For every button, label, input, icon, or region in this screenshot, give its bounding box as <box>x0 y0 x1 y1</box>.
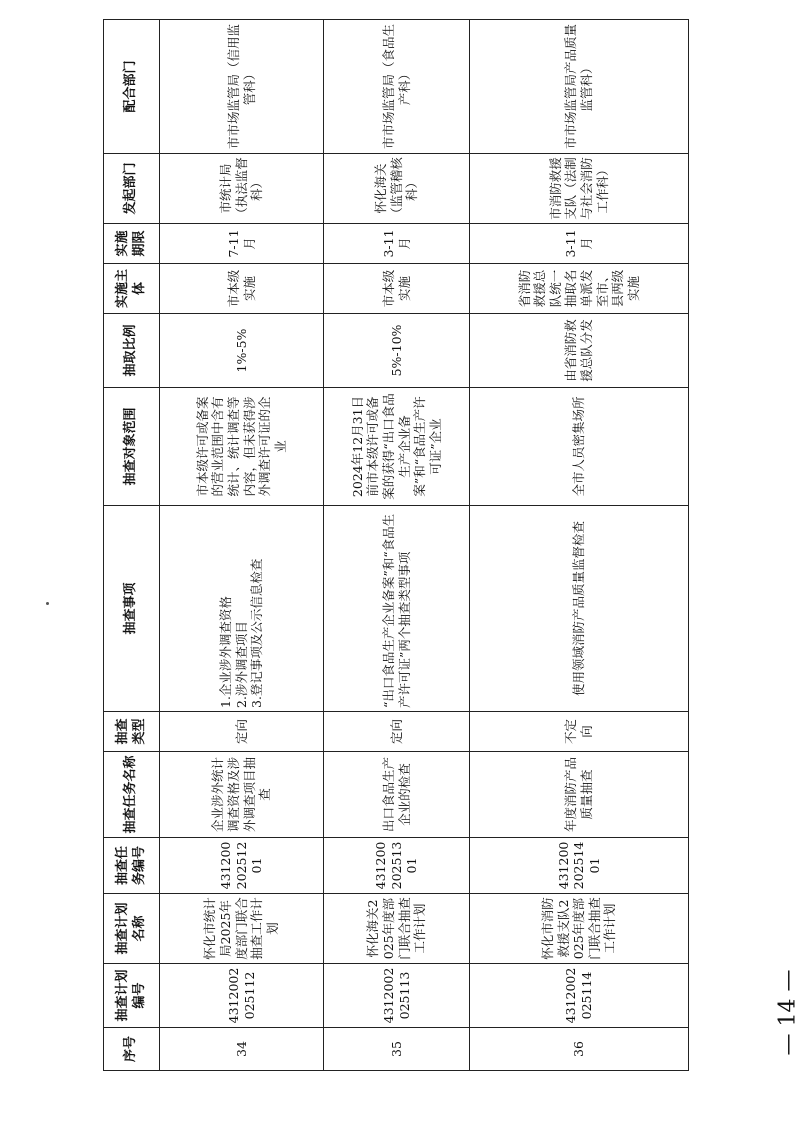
cell-task-no: 43120020251301 <box>324 838 470 894</box>
header-initiator: 发起部门 <box>104 154 160 224</box>
cell-ratio: 1%-5% <box>160 314 324 388</box>
table-row <box>324 20 470 1071</box>
cell-type: 定向 <box>160 712 324 752</box>
cell-seq: 35 <box>324 1028 470 1071</box>
header-seq: 序号 <box>104 1028 160 1071</box>
header-row <box>104 20 160 1071</box>
cell-initiator: 市统计局（执法监督科） <box>160 154 324 224</box>
cell-plan-no: 4312002025112 <box>160 964 324 1028</box>
scan-speck <box>46 602 49 605</box>
cell-plan-name: 怀化市消防救援支队2025年度部门联合抽查工作计划 <box>470 894 689 964</box>
cell-scope: 全市人员密集场所 <box>470 388 689 506</box>
header-task-no: 抽查任务编号 <box>104 838 160 894</box>
header-scope: 抽查对象范围 <box>104 388 160 506</box>
cell-initiator: 市消防救援支队（法制与社会消防工作科） <box>470 154 689 224</box>
cell-task-no: 43120020251401 <box>470 838 689 894</box>
table-row <box>160 20 324 1071</box>
spot-check-table <box>103 19 689 1071</box>
cell-scope: 市本级许可或备案的营业范围中含有统计、统计调查等内容，但未获得涉外调查许可证的企业 <box>160 388 324 506</box>
cell-plan-no: 4312002025114 <box>470 964 689 1028</box>
cell-items: 使用领域消防产品质量监督检查 <box>470 506 689 712</box>
cell-period: 3-11月 <box>470 224 689 264</box>
cell-plan-name: 怀化海关2025年度部门联合抽查工作计划 <box>324 894 470 964</box>
cell-period: 7-11月 <box>160 224 324 264</box>
cell-ratio: 由省消防救援总队分发 <box>470 314 689 388</box>
cell-initiator: 怀化海关（监管稽核科） <box>324 154 470 224</box>
cell-seq: 36 <box>470 1028 689 1071</box>
header-coop: 配合部门 <box>104 20 160 154</box>
cell-plan-no: 4312002025113 <box>324 964 470 1028</box>
cell-task-no: 43120020251201 <box>160 838 324 894</box>
header-plan-name: 抽查计划名称 <box>104 894 160 964</box>
header-items: 抽查事项 <box>104 506 160 712</box>
cell-coop: 市市场监管局产品质量监管科） <box>470 20 689 154</box>
cell-coop: 市市场监管局（食品生产科） <box>324 20 470 154</box>
cell-period: 3-11月 <box>324 224 470 264</box>
cell-coop: 市市场监管局（信用监管科） <box>160 20 324 154</box>
cell-scope: 2024年12月31日前市本级许可或备案的获得“出口食品生产企业备案”和“食品生产许可证”企业 <box>324 388 470 506</box>
cell-subject: 市本级实施 <box>324 264 470 314</box>
header-type: 抽查类型 <box>104 712 160 752</box>
cell-subject: 市本级实施 <box>160 264 324 314</box>
cell-items: 1.企业涉外调查资格 2.涉外调查项目 3.登记事项及公示信息检查 <box>160 506 324 712</box>
header-plan-no: 抽查计划编号 <box>104 964 160 1028</box>
cell-plan-name: 怀化市统计局2025年度部门联合抽查工作计划 <box>160 894 324 964</box>
cell-task-name: 企业涉外统计调查资格及涉外调查项目抽查 <box>160 752 324 838</box>
cell-subject: 省消防救援总队统一抽取名单派发至市、县两级实施 <box>470 264 689 314</box>
page-number: — 14 — <box>775 969 801 1056</box>
cell-items: “出口食品生产企业备案”和“食品生产许可证”两个抽查类型事项 <box>324 506 470 712</box>
cell-ratio: 5%-10% <box>324 314 470 388</box>
cell-type: 不定向 <box>470 712 689 752</box>
header-ratio: 抽取比例 <box>104 314 160 388</box>
cell-seq: 34 <box>160 1028 324 1071</box>
header-subject: 实施主体 <box>104 264 160 314</box>
cell-type: 定向 <box>324 712 470 752</box>
header-task-name: 抽查任务名称 <box>104 752 160 838</box>
rotated-table-container <box>103 20 688 1071</box>
header-period: 实施期限 <box>104 224 160 264</box>
table-row <box>470 20 689 1071</box>
cell-task-name: 出口食品生产企业的检查 <box>324 752 470 838</box>
cell-task-name: 年度消防产品质量抽查 <box>470 752 689 838</box>
